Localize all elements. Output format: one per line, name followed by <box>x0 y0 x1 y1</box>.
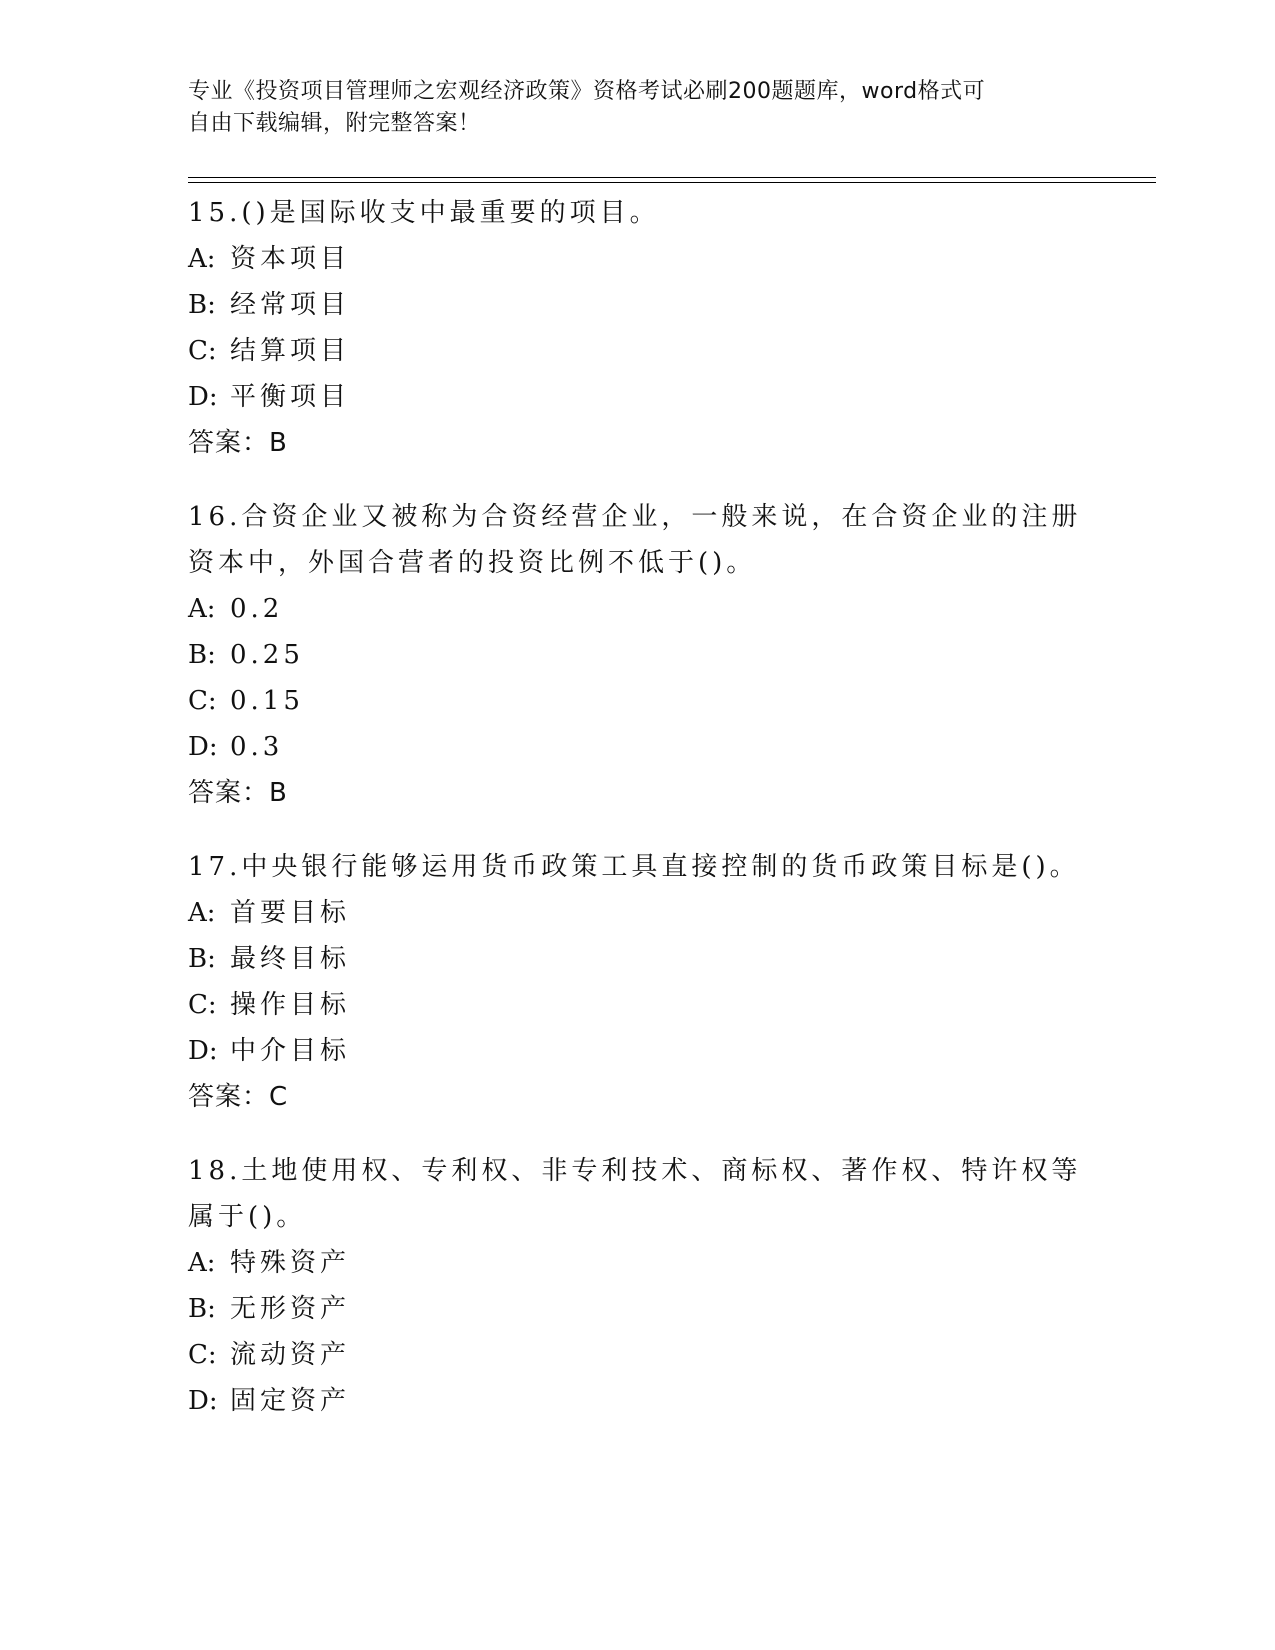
option-d <box>188 374 1088 420</box>
option-text: 流动资产 <box>230 1340 351 1370</box>
option-text: 0.25 <box>230 640 304 670</box>
option-b <box>188 632 1088 678</box>
option-text: 资本项目 <box>230 244 351 274</box>
option-text: 特殊资产 <box>230 1248 351 1278</box>
option-c <box>188 678 1088 724</box>
question-17 <box>188 844 1088 1120</box>
option-text: 0.15 <box>230 686 304 716</box>
question-16 <box>188 494 1088 816</box>
option-b <box>188 1286 1088 1332</box>
option-a <box>188 586 1088 632</box>
answer: 答案：C <box>188 1082 289 1112</box>
option-text: 无形资产 <box>230 1294 351 1324</box>
question-text: 16.合资企业又被称为合资经营企业，一般来说，在合资企业的注册资本中，外国合营者的投资比例不低于()。 <box>188 502 1082 578</box>
option-letter: A: <box>188 898 216 928</box>
option-letter: D: <box>188 382 218 412</box>
option-text: 最终目标 <box>230 944 351 974</box>
option-c <box>188 1332 1088 1378</box>
question-15 <box>188 190 1088 466</box>
option-c <box>188 982 1088 1028</box>
option-text: 平衡项目 <box>230 382 351 412</box>
question-text: 17.中央银行能够运用货币政策工具直接控制的货币政策目标是()。 <box>188 852 1080 882</box>
option-a <box>188 890 1088 936</box>
option-text: 操作目标 <box>230 990 351 1020</box>
option-text: 经常项目 <box>230 290 351 320</box>
option-a <box>188 1240 1088 1286</box>
option-letter: C: <box>188 1340 217 1370</box>
option-letter: C: <box>188 686 217 716</box>
option-text: 首要目标 <box>230 898 351 928</box>
option-letter: B: <box>188 290 216 320</box>
option-b <box>188 282 1088 328</box>
option-letter: A: <box>188 1248 216 1278</box>
option-letter: C: <box>188 990 217 1020</box>
option-d <box>188 1378 1088 1424</box>
answer: 答案：B <box>188 778 288 808</box>
option-letter: D: <box>188 732 218 762</box>
option-text: 结算项目 <box>230 336 351 366</box>
question-text: 15.()是国际收支中最重要的项目。 <box>188 198 660 228</box>
header-divider-top <box>188 177 1156 178</box>
option-text: 中介目标 <box>230 1036 351 1066</box>
header-line-1: 专业《投资项目管理师之宏观经济政策》资格考试必刷200题题库，word格式可 <box>188 79 986 104</box>
option-letter: B: <box>188 640 216 670</box>
header-divider-bottom <box>188 182 1156 183</box>
option-text: 0.3 <box>230 732 284 762</box>
option-letter: A: <box>188 244 216 274</box>
header-line-2: 自由下载编辑，附完整答案！ <box>188 111 481 136</box>
option-letter: C: <box>188 336 217 366</box>
option-a <box>188 236 1088 282</box>
option-letter: B: <box>188 1294 216 1324</box>
option-d <box>188 1028 1088 1074</box>
option-letter: D: <box>188 1036 218 1066</box>
option-text: 固定资产 <box>230 1386 351 1416</box>
option-text: 0.2 <box>230 594 284 624</box>
option-letter: D: <box>188 1386 218 1416</box>
option-d <box>188 724 1088 770</box>
document-header <box>188 76 1068 140</box>
option-letter: A: <box>188 594 216 624</box>
option-c <box>188 328 1088 374</box>
question-text: 18.土地使用权、专利权、非专利技术、商标权、著作权、特许权等属于()。 <box>188 1156 1082 1232</box>
option-b <box>188 936 1088 982</box>
question-list <box>188 190 1088 1452</box>
option-letter: B: <box>188 944 216 974</box>
answer: 答案：B <box>188 428 288 458</box>
question-18 <box>188 1148 1088 1424</box>
